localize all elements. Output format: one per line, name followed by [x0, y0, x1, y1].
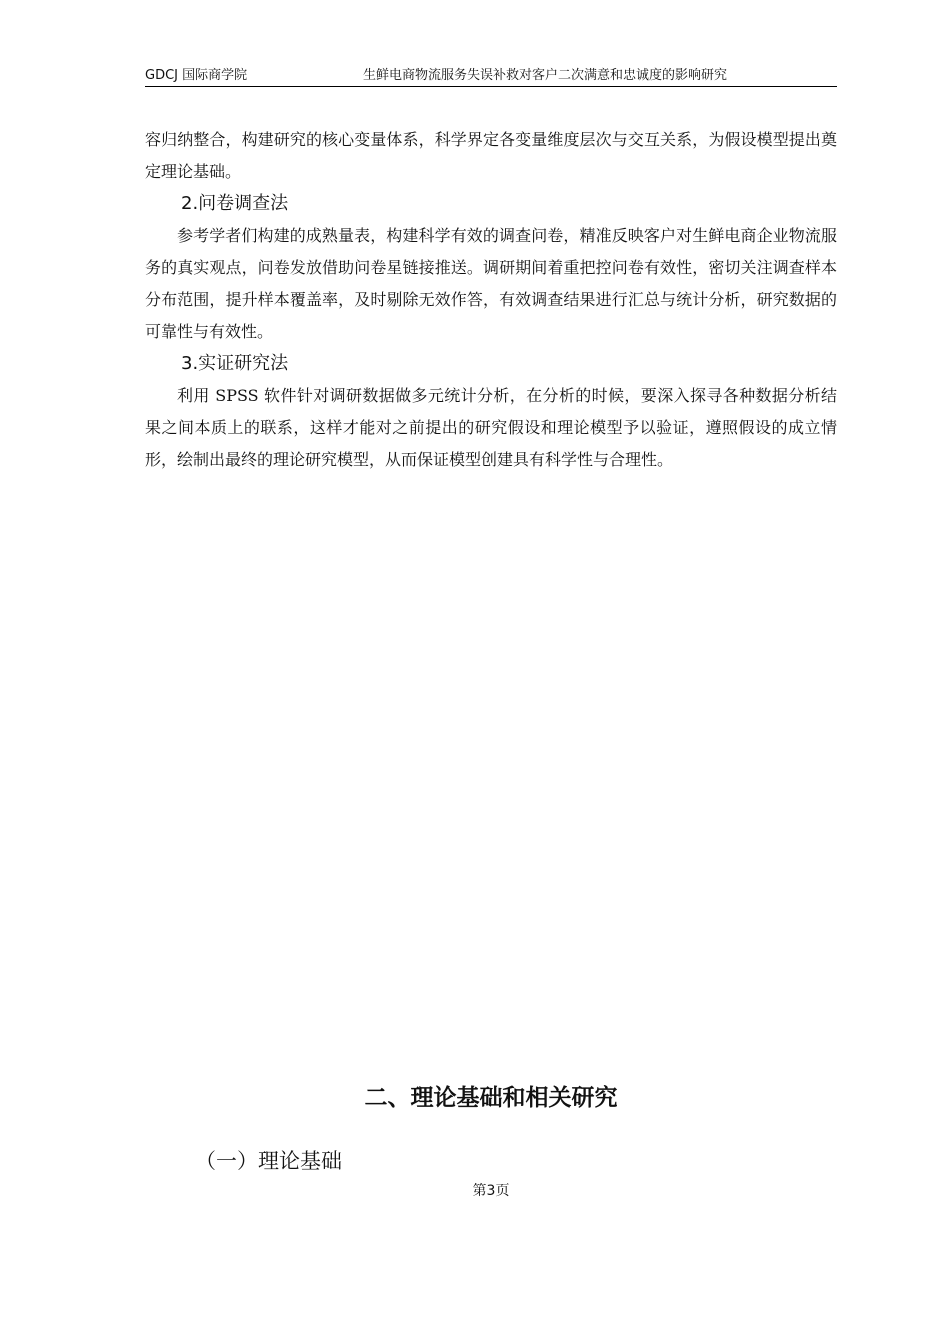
page-header [145, 66, 837, 87]
method3-paragraph: 利用 SPSS 软件针对调研数据做多元统计分析，在分析的时候，要深入探寻各种数据分析结果之间本质上的联系，这样才能对之前提出的研究假设和理论模型予以验证，遵照假设的成立情形，绘制出最终的理论研究模型，从而保证模型创建具有科学性与合理性。 [145, 386, 837, 469]
main-body [145, 124, 837, 476]
header-school-name: GDCJ 国际商学院 [145, 68, 248, 83]
subsection-title: （一）理论基础 [195, 1149, 342, 1173]
method2-heading: 2.问卷调查法 [181, 193, 289, 214]
method2-paragraph: 参考学者们构建的成熟量表，构建科学有效的调查问卷，精准反映客户对生鲜电商企业物流服务的真实观点，问卷发放借助问卷星链接推送。调研期间着重把控问卷有效性，密切关注调查样本分布范围，提升样本覆盖率，及时剔除无效作答，有效调查结果进行汇总与统计分析，研究数据的可靠性与有效性。 [145, 226, 837, 341]
page-number: 第3页 [472, 1183, 510, 1199]
continuation-paragraph: 容归纳整合，构建研究的核心变量体系，科学界定各变量维度层次与交互关系，为假设模型提出奠定理论基础。 [145, 130, 837, 181]
method3-heading: 3.实证研究法 [181, 353, 289, 374]
section-title: 二、理论基础和相关研究 [364, 1085, 618, 1111]
header-document-title: 生鲜电商物流服务失误补救对客户二次满意和忠诚度的影响研究 [363, 68, 728, 83]
